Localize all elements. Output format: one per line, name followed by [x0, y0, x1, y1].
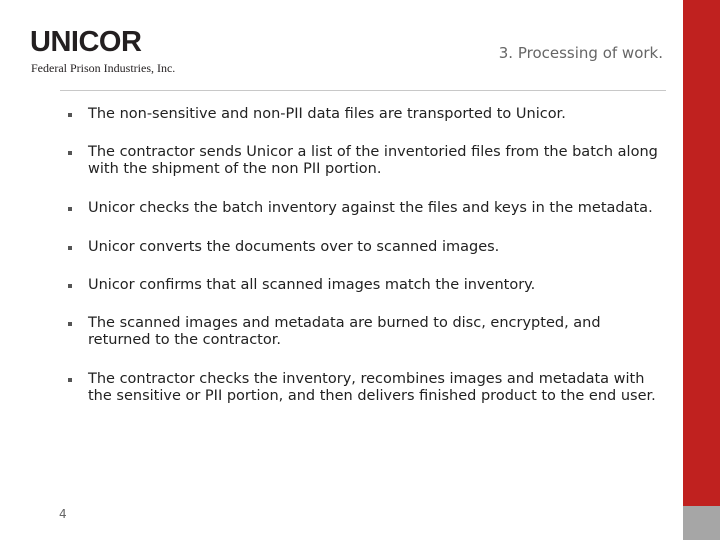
square-bullet-icon: [68, 378, 72, 382]
page-number: 4: [59, 507, 67, 521]
list-item-text: The contractor sends Unicor a list of the inventoried files from the batch along with the shipment of the non PII portion.: [88, 144, 658, 177]
list-item-text: Unicor confirms that all scanned images match the inventory.: [88, 277, 536, 293]
square-bullet-icon: [68, 151, 72, 155]
list-item: [66, 106, 666, 123]
list-item-text: Unicor checks the batch inventory against the files and keys in the metadata.: [88, 200, 653, 216]
side-accent-footer-block: [683, 506, 720, 540]
list-item: [66, 277, 666, 294]
side-accent-bar: [683, 0, 720, 506]
list-item: [66, 315, 666, 349]
list-item-text: The contractor checks the inventory, recombines images and metadata with the sensitive or PII portion, and then delivers finished product to the end user.: [88, 371, 656, 404]
square-bullet-icon: [68, 207, 72, 211]
square-bullet-icon: [68, 284, 72, 288]
list-item: [66, 144, 666, 178]
list-item-text: The non-sensitive and non-PII data files are transported to Unicor.: [88, 106, 566, 122]
slide-title: 3. Processing of work.: [498, 44, 663, 62]
square-bullet-icon: [68, 246, 72, 250]
process-steps-list: [66, 106, 666, 427]
list-item-text: The scanned images and metadata are burned to disc, encrypted, and returned to the contractor.: [88, 315, 601, 348]
list-item: [66, 200, 666, 217]
list-item: [66, 371, 666, 405]
unicor-logo-wordmark: UNICOR: [30, 26, 142, 58]
square-bullet-icon: [68, 322, 72, 326]
list-item-text: Unicor converts the documents over to scanned images.: [88, 239, 500, 255]
square-bullet-icon: [68, 113, 72, 117]
list-item: [66, 239, 666, 256]
header-divider: [60, 90, 666, 91]
unicor-logo-subtitle: Federal Prison Industries, Inc.: [31, 61, 176, 75]
